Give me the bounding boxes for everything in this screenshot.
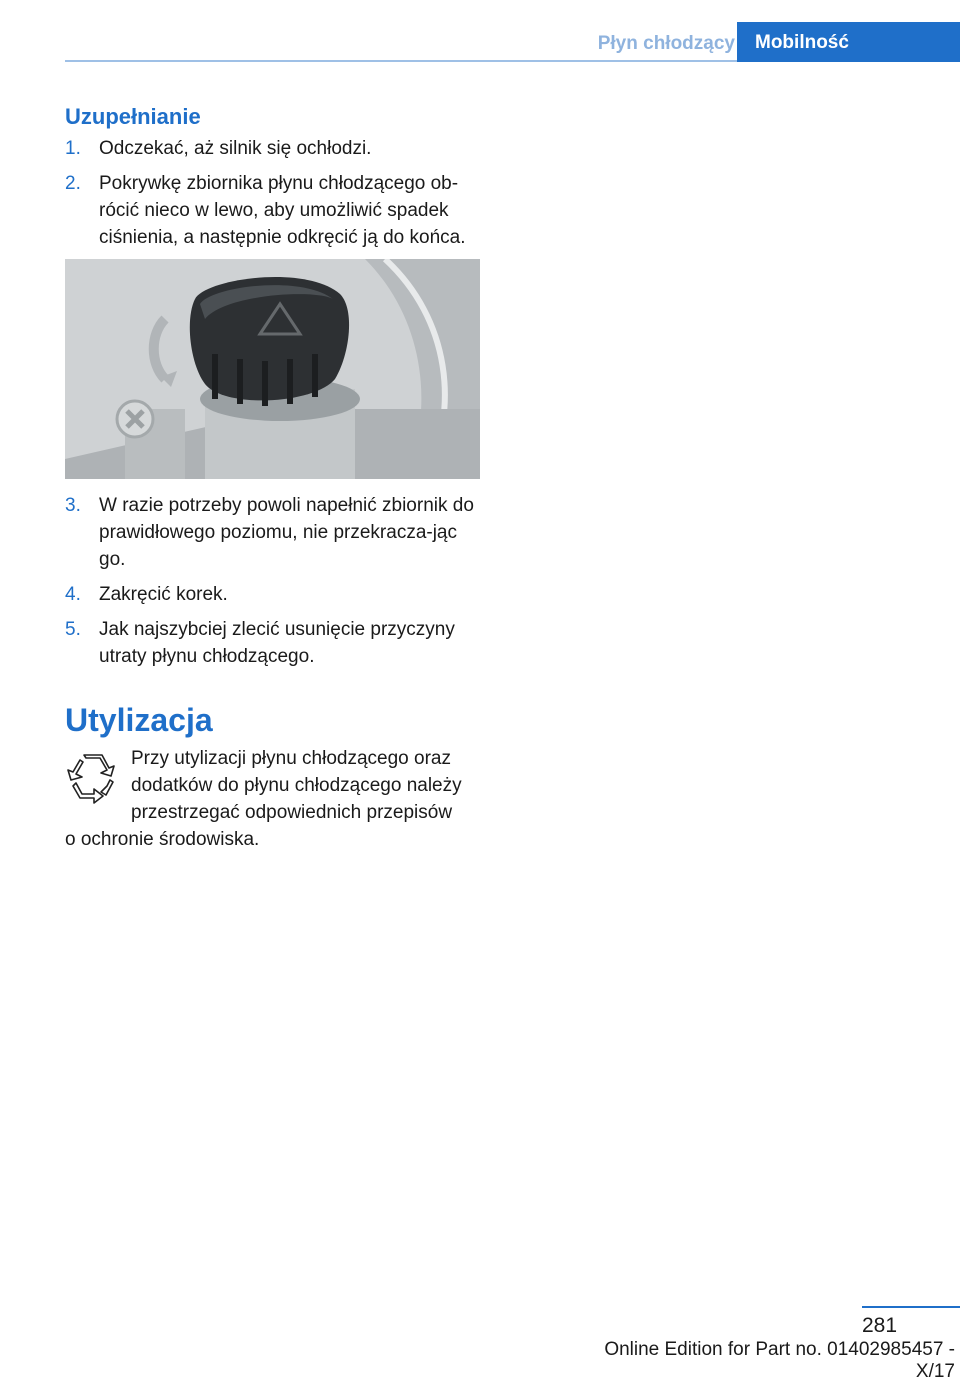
list-item [65,616,480,670]
step-text: Jak najszybciej zlecić usunięcie przyczyny utraty płynu chłodzącego. [99,619,455,667]
step-text: Odczekać, aż silnik się ochłodzi. [99,138,372,159]
disposal-text-end: o ochronie środowiska. [65,829,260,850]
step-text: W razie potrzeby powoli napełnić zbiornik do prawidłowego poziomu, nie przekracza‐jąc go. [99,495,474,570]
footer-rule [862,1306,960,1308]
header-section-title: Płyn chłodzący [597,33,735,54]
disposal-text: Przy utylizacji płynu chłodzącego oraz dodatków do płynu chłodzącego należy przestrzegać odpowiednich przepisów [131,748,462,823]
step-number: 4. [65,584,81,605]
list-item [65,492,480,573]
list-item [65,135,480,162]
refill-steps-list-continued [65,492,480,678]
step-number: 5. [65,619,81,640]
step-text: Zakręcić korek. [99,584,228,605]
refill-steps-list [65,135,480,259]
edition-footer: Online Edition for Part no. 01402985457 - X/17 [604,1339,955,1382]
coolant-cap-illustration [65,259,480,479]
page-number: 281 [862,1314,898,1337]
step-number: 2. [65,173,81,194]
header-chapter-tab: Mobilność [737,22,960,62]
step-number: 1. [65,138,81,159]
disposal-section-title: Utylizacja [65,702,213,738]
list-item [65,170,480,251]
step-number: 3. [65,495,81,516]
disposal-paragraph [65,745,480,853]
list-item [65,581,480,608]
step-text: Pokrywkę zbiornika płynu chłodzącego ob‐rócić nieco w lewo, aby umożliwić spadek ciśnienia, a następnie odkręcić ją do końca. [99,173,466,248]
refill-heading: Uzupełnianie [65,104,201,129]
